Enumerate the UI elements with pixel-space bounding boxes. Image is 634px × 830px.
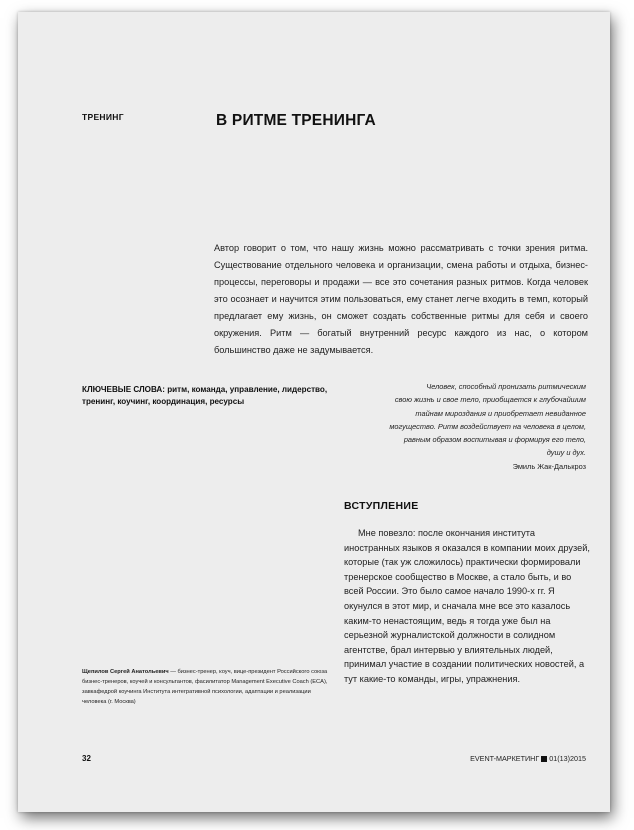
epigraph-author: Эмиль Жак-Далькроз [512,461,586,471]
magazine-page [18,12,610,812]
lead-paragraph: Автор говорит о том, что нашу жизнь можно рассматривать с точки зрения ритма. Существование отдельного человека и организации, смена работы и отдыха, бизнес-процессы, переговоры и продажи — все это сочетания разных ритмов. Когда человек это осознает и научится этим пользоваться, ему станет легче входить в темп, который предлагает ему жизнь, он сможет создать собственные ритмы для себя и своего окружения. Ритм — богатый внутренний ресурс каждого из нас, о котором большинство даже не задумывается. [214,243,588,355]
footer-magazine [470,754,586,763]
keywords-text: ритм, команда, управление, лидерство, тренинг, коучинг, координация, ресурсы [82,385,328,406]
rubric-label: ТРЕНИНГ [82,112,124,122]
body-paragraph: Мне повезло: после окончания института иностранных языков я оказался в компании моих друзей, которые (так уж сложилось) практически формировали тренерское сообщество в Москве, а стало быть, и во всей России. Это было самое начало 1990-х гг. Я окунулся в этот мир, и сначала мне все это казалось каким-то ненастоящим, ведь я тогда уже был на серьезной журналистской должности в солидном агентстве, брал интервью у влиятельных людей, принимал участие в создании политических новостей, а тут какие-то команды, игры, упражнения. [344,528,590,684]
page-number: 32 [82,754,91,763]
section-heading: ВСТУПЛЕНИЕ [344,500,419,512]
issue-number: 01(13)2015 [549,754,586,763]
article-lead [214,240,588,359]
author-bio [82,667,332,707]
author-name: Щепилов Сергей Анатольевич [82,669,169,675]
magazine-name: EVENT-МАРКЕТИНГ [470,754,540,763]
keywords-label: КЛЮЧЕВЫЕ СЛОВА: [82,385,165,394]
separator-square-icon [541,756,547,762]
article-title: В РИТМЕ ТРЕНИНГА [216,112,376,129]
epigraph [334,380,586,473]
keywords-block [82,384,332,408]
section-body [344,526,590,687]
epigraph-quote: Человек, способный пронизать ритмическим свою жизнь и свое тело, приобщается к глубочайшим тайнам мироздания и приобретает невиданное могущество. Ритм воздействует на человека в целом, равным образом воспитывая и формируя его тело, душу и дух. [389,382,586,458]
author-description: — бизнес-тренер, коуч, вице-президент Российского союза бизнес-тренеров, коучей и консультантов, фасилитатор Management Executive Coach (ECA), завкафедрой коучинга Института интегративной психологии, адаптации и реализации человека (г. Москва) [82,669,328,705]
